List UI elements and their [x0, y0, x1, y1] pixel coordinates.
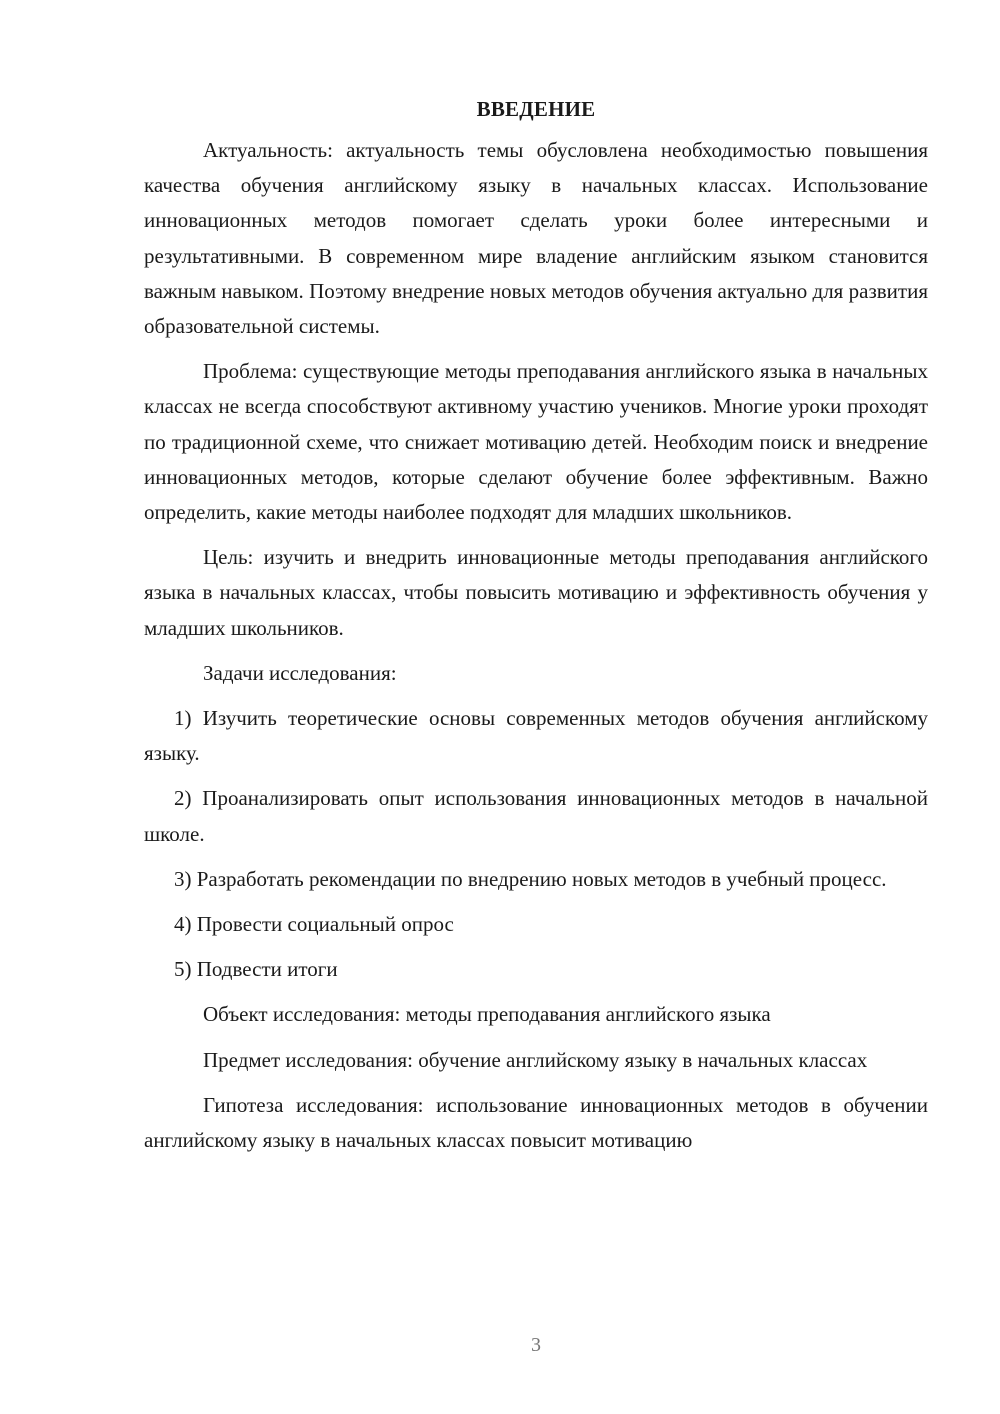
- task-item-5: 5) Подвести итоги: [174, 957, 338, 982]
- paragraph-subject: Предмет исследования: обучение английскому языку в начальных классах: [203, 1047, 868, 1072]
- section-heading: ВВЕДЕНИЕ: [476, 97, 596, 121]
- paragraph-goal: Цель: изучить и внедрить инновационные методы преподавания английского языка в начальных классах, чтобы повысить мотивацию и эффективность обучения у младших школьников.: [144, 545, 928, 640]
- task-item-1: 1) Изучить теоретические основы современных методов обучения английскому языку.: [144, 706, 928, 766]
- paragraph-hypothesis: Гипотеза исследования: использование инновационных методов в обучении английскому языку в начальных классах повысит мотивацию: [144, 1092, 928, 1153]
- page-number: 3: [531, 1334, 541, 1356]
- tasks-title: Задачи исследования:: [203, 660, 397, 685]
- paragraph-object: Объект исследования: методы преподавания английского языка: [203, 1002, 771, 1027]
- page-content: [144, 92, 928, 1158]
- task-item-2: 2) Проанализировать опыт использования инновационных методов в начальной школе.: [144, 786, 928, 846]
- task-item-3: 3) Разработать рекомендации по внедрению новых методов в учебный процесс.: [174, 866, 887, 891]
- task-item-4: 4) Провести социальный опрос: [174, 912, 454, 937]
- paragraph-problem: Проблема: существующие методы преподавания английского языка в начальных классах не всегда способствуют активному участию учеников. Многие уроки проходят по традиционной схеме, что снижает мотивацию детей. Необходим поиск и внедрение инновационных методов, которые сделают обучение более эффективным. Важно определить, какие методы наиболее подходят для младших школьников.: [144, 359, 928, 525]
- paragraph-relevance: Актуальность: актуальность темы обусловлена необходимостью повышения качества обучения английскому языку в начальных классах. Использование инновационных методов помогает сделать уроки более интересными и результативными. В современном мире владение английским языком становится важным навыком. Поэтому внедрение новых методов обучения актуально для развития образовательной системы.: [144, 138, 928, 339]
